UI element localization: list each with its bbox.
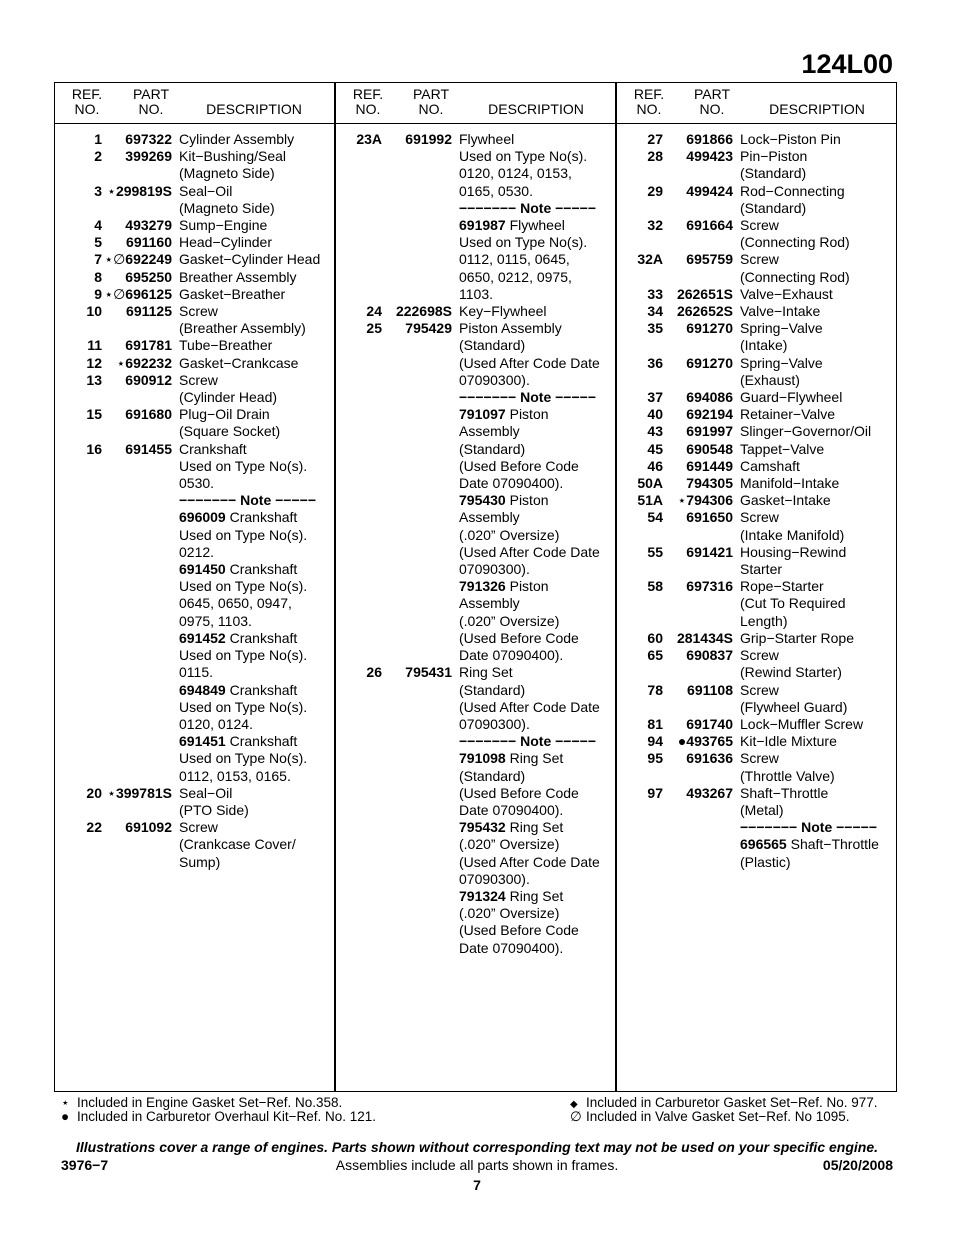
- description-header: DESCRIPTION: [206, 101, 302, 117]
- part-number: 795431: [405, 664, 452, 681]
- part-description: Head−Cylinder: [179, 234, 272, 251]
- part-description: Tube−Breather: [179, 337, 273, 354]
- publication-date: 05/20/2008: [822, 1157, 893, 1173]
- part-row: [55, 183, 334, 217]
- part-number: ⋆692232: [116, 354, 172, 371]
- part-description: Rod−Connecting (Standard): [740, 182, 845, 216]
- parts-table: [54, 82, 897, 1092]
- part-no-header: PART NO.: [132, 86, 170, 117]
- part-row: [616, 544, 898, 578]
- part-row: [55, 148, 334, 182]
- part-number: 281434S: [676, 629, 733, 646]
- star-icon: ⋆: [61, 1095, 70, 1110]
- part-row: [55, 785, 334, 819]
- ref-number: 10: [86, 303, 102, 320]
- parts-column-3: [616, 131, 898, 871]
- ref-number: 12: [86, 354, 102, 371]
- part-row: [616, 716, 898, 733]
- legend-empty-set: ∅ Included in Valve Gasket Set−Ref. No 1095.: [570, 1109, 850, 1124]
- part-row: [55, 372, 334, 406]
- set-marker-icon: ⋆: [107, 182, 116, 199]
- part-description: Screw (Flywheel Guard): [740, 681, 848, 715]
- part-description: Seal−Oil (Magneto Side): [179, 182, 275, 216]
- part-number: 499423: [686, 148, 733, 165]
- set-marker-icon: ⋆: [677, 492, 687, 509]
- part-number: 692194: [686, 406, 733, 423]
- ref-number: 9: [94, 285, 102, 302]
- part-number: 690548: [686, 440, 733, 457]
- part-description: Housing−Rewind Starter: [740, 543, 847, 578]
- part-row: [616, 251, 898, 285]
- part-description: Breather Assembly: [179, 268, 297, 285]
- legend-star: ⋆ Included in Engine Gasket Set−Ref. No.358.: [61, 1095, 343, 1110]
- part-number: 691270: [686, 354, 733, 371]
- ref-number: 65: [647, 647, 663, 664]
- part-number: 691108: [687, 681, 733, 698]
- part-description: Seal−Oil (PTO Side): [179, 784, 249, 818]
- part-row: [55, 406, 334, 440]
- part-number: 691781: [125, 337, 172, 354]
- part-description: Screw (Intake Manifold): [740, 509, 845, 543]
- ref-number: 35: [647, 320, 663, 337]
- part-number: 691664: [686, 217, 733, 234]
- part-number: 795429: [405, 320, 452, 337]
- description-header: DESCRIPTION: [769, 101, 865, 117]
- ref-number: 60: [647, 629, 663, 646]
- part-description: Kit−Idle Mixture: [740, 733, 837, 750]
- ref-number: 94: [647, 733, 663, 750]
- part-row: [55, 355, 334, 372]
- part-number: 691866: [686, 131, 733, 147]
- part-row: [616, 423, 898, 440]
- part-row: [616, 217, 898, 251]
- ref-number: 8: [94, 268, 102, 285]
- part-description: Screw (Rewind Starter): [740, 647, 842, 681]
- ref-number: 26: [366, 664, 382, 681]
- part-description: Gasket−Breather: [179, 285, 286, 302]
- part-description: Lock−Piston Pin: [740, 131, 841, 147]
- part-no-header: PART NO.: [412, 86, 450, 117]
- set-marker-icon: ●: [677, 733, 687, 750]
- empty-set-icon: ∅: [570, 1109, 582, 1124]
- part-description: Guard−Flywheel: [740, 389, 843, 406]
- part-row: [616, 441, 898, 458]
- part-number: 691270: [686, 320, 733, 337]
- set-marker-icon: ⋆∅: [104, 285, 126, 302]
- part-row: [616, 492, 898, 509]
- part-number: 691449: [686, 457, 733, 474]
- description-header: DESCRIPTION: [488, 101, 584, 117]
- part-description: Screw (Cylinder Head): [179, 371, 278, 406]
- part-number: 690837: [686, 647, 733, 664]
- part-number: 697322: [125, 131, 172, 147]
- ref-number: 45: [647, 440, 663, 457]
- ref-number: 32: [647, 217, 663, 234]
- ref-number: 1: [94, 131, 102, 147]
- ref-number: 55: [647, 543, 663, 560]
- set-marker-icon: ⋆∅: [104, 251, 126, 268]
- part-row: [335, 303, 615, 320]
- part-row: [616, 406, 898, 423]
- dot-icon: ●: [61, 1109, 70, 1124]
- part-number: 691992: [405, 131, 452, 147]
- part-number: 499424: [686, 182, 733, 199]
- ref-no-header: REF. NO.: [352, 86, 384, 117]
- ref-number: 97: [647, 784, 663, 801]
- part-number: 222698S: [395, 303, 452, 320]
- ref-number: 5: [94, 234, 102, 251]
- part-row: [335, 664, 615, 956]
- legend-dot: ● Included in Carburetor Overhaul Kit−Ref. No. 121.: [61, 1109, 377, 1124]
- ref-number: 43: [647, 423, 663, 440]
- part-number: 695759: [686, 251, 733, 268]
- part-row: [55, 441, 334, 785]
- part-description: Slinger−Governor/Oil: [740, 423, 872, 440]
- part-number: 691636: [686, 750, 733, 767]
- part-no-header: PART NO.: [693, 86, 731, 117]
- part-description: Screw (Breather Assembly): [179, 303, 306, 337]
- ref-number: 78: [647, 681, 663, 698]
- part-description: Screw (Crankcase Cover/ Sump): [179, 819, 296, 870]
- part-row: [55, 269, 334, 286]
- part-description: Screw (Connecting Rod): [740, 251, 850, 285]
- part-description: Gasket−Intake: [740, 492, 831, 509]
- ref-number: 27: [647, 131, 663, 147]
- part-row: [55, 251, 334, 268]
- part-row: [616, 509, 898, 543]
- part-number: 694086: [686, 389, 733, 406]
- ref-number: 51A: [637, 492, 663, 509]
- part-description: Gasket−Crankcase: [179, 354, 299, 371]
- part-number: 262651S: [676, 285, 733, 302]
- part-description: Gasket−Cylinder Head: [179, 251, 321, 268]
- ref-number: 7: [94, 251, 102, 268]
- part-description: Rope−Starter (Cut To Required Length): [740, 578, 846, 629]
- ref-number: 28: [647, 148, 663, 165]
- ref-number: 15: [86, 406, 102, 423]
- part-description: Sump−Engine: [179, 217, 268, 234]
- part-row: [335, 320, 615, 664]
- part-number: 691092: [125, 819, 172, 836]
- part-row: [616, 750, 898, 784]
- part-description: Pin−Piston (Standard): [740, 148, 808, 182]
- part-description: Spring−Valve (Intake): [740, 320, 823, 354]
- ref-number: 50A: [637, 475, 663, 492]
- part-number: ⋆∅692249: [104, 251, 172, 268]
- part-number: ⋆794306: [677, 492, 733, 509]
- part-description: Lock−Muffler Screw: [740, 715, 864, 732]
- part-number: ⋆299819S: [107, 182, 172, 199]
- part-description: Valve−Intake: [740, 303, 821, 320]
- parts-column-1: [55, 131, 334, 871]
- ref-number: 34: [647, 303, 663, 320]
- part-description: Crankshaft Used on Type No(s). 0530. −−−−−−− Note −−−−− 696009 Crankshaft Used on Type No(s). 0212. 691450 Crankshaft Used on Type No(s). 0645, 0650, 0947, 0975, 1103. 691452 Crankshaft Used on Type No(s). 0115. 694849 Crankshaft Used on Type No(s). 0120, 0124. 691451 Crankshaft Used on Type No(s). 0112, 0153, 0165.: [179, 440, 316, 784]
- part-number: 691421: [686, 543, 733, 560]
- part-row: [616, 682, 898, 716]
- legend-diamond: ◆ Included in Carburetor Gasket Set−Ref. No. 977.: [570, 1095, 878, 1110]
- part-number: 691680: [125, 406, 172, 423]
- part-description: Screw (Connecting Rod): [740, 217, 850, 251]
- part-description: Cylinder Assembly: [179, 131, 295, 147]
- part-row: [616, 389, 898, 406]
- ref-number: 4: [94, 217, 102, 234]
- part-number: 691125: [126, 303, 172, 320]
- part-description: Plug−Oil Drain (Square Socket): [179, 406, 281, 440]
- ref-number: 24: [366, 303, 382, 320]
- part-row: [55, 303, 334, 337]
- part-row: [55, 131, 334, 148]
- part-row: [616, 785, 898, 871]
- parts-column-2: [335, 131, 615, 957]
- diamond-icon: ◆: [570, 1099, 578, 1110]
- part-description: Tappet−Valve: [740, 440, 825, 457]
- part-description: Screw (Throttle Valve): [740, 750, 835, 784]
- ref-number: 20: [86, 784, 102, 801]
- part-row: [616, 320, 898, 354]
- part-number: 690912: [125, 371, 172, 388]
- ref-number: 33: [647, 285, 663, 302]
- part-number: ⋆∅696125: [104, 285, 172, 302]
- part-number: 691650: [686, 509, 733, 526]
- part-row: [616, 458, 898, 475]
- part-number: 399269: [125, 148, 172, 165]
- model-number: 124L00: [801, 49, 893, 79]
- part-description: Ring Set (Standard) (Used After Code Date 07090300). −−−−−−− Note −−−−− 791098 Ring Set (Standard) (Used Before Code Date 07090400). 795432 Ring Set (.020” Oversize) (Used After Code Date 07090300). 791324 Ring Set (.020” Oversize) (Used Before Code Date 07090400).: [459, 664, 600, 956]
- part-number: 691740: [686, 715, 733, 732]
- part-description: Key−Flywheel: [459, 303, 547, 320]
- ref-number: 11: [87, 337, 102, 354]
- part-row: [616, 355, 898, 389]
- part-number: 493279: [125, 217, 172, 234]
- ref-number: 54: [647, 509, 663, 526]
- part-row: [55, 337, 334, 354]
- part-description: Retainer−Valve: [740, 406, 836, 423]
- document-number: 3976−7: [61, 1157, 109, 1173]
- part-description: Grip−Starter Rope: [740, 629, 854, 646]
- part-description: Manifold−Intake: [740, 475, 840, 492]
- ref-number: 2: [94, 148, 102, 165]
- ref-number: 16: [86, 440, 102, 457]
- part-row: [55, 819, 334, 871]
- part-number: 493267: [686, 784, 733, 801]
- ref-number: 3: [94, 182, 102, 199]
- ref-number: 22: [86, 819, 102, 836]
- ref-number: 36: [647, 354, 663, 371]
- part-number: 697316: [686, 578, 733, 595]
- part-row: [616, 578, 898, 630]
- part-description: Spring−Valve (Exhaust): [740, 354, 823, 388]
- part-number: 262652S: [676, 303, 733, 320]
- ref-number: 13: [86, 371, 102, 388]
- part-number: ⋆399781S: [107, 784, 172, 801]
- ref-number: 40: [647, 406, 663, 423]
- ref-number: 46: [647, 457, 663, 474]
- part-row: [616, 286, 898, 303]
- part-number: 691997: [686, 423, 733, 440]
- part-row: [55, 217, 334, 234]
- set-marker-icon: ⋆: [107, 784, 116, 801]
- ref-number: 23A: [356, 131, 382, 147]
- part-description: Valve−Exhaust: [740, 285, 833, 302]
- part-row: [616, 647, 898, 681]
- ref-number: 25: [366, 320, 382, 337]
- part-row: [616, 733, 898, 750]
- part-description: Shaft−Throttle (Metal) −−−−−−− Note −−−−− 696565 Shaft−Throttle (Plastic): [740, 784, 879, 870]
- ref-number: 32A: [637, 251, 663, 268]
- set-marker-icon: ⋆: [116, 354, 126, 371]
- part-description: Kit−Bushing/Seal (Magneto Side): [179, 148, 287, 182]
- ref-number: 29: [647, 182, 663, 199]
- ref-number: 58: [647, 578, 663, 595]
- part-row: [616, 148, 898, 182]
- part-number: 794305: [686, 475, 733, 492]
- part-number: ●493765: [677, 733, 733, 750]
- part-row: [616, 303, 898, 320]
- ref-number: 95: [647, 750, 663, 767]
- part-description: Camshaft: [740, 457, 800, 474]
- part-row: [55, 234, 334, 251]
- part-row: [616, 630, 898, 647]
- ref-no-header: REF. NO.: [71, 86, 103, 117]
- part-description: Piston Assembly (Standard) (Used After Code Date 07090300). −−−−−−− Note −−−−− 791097 Piston Assembly (Standard) (Used Before Code Date 07090400). 795430 Piston Assembly (.020” Oversize) (Used After Code Date 07090300). 791326 Piston Assembly (.020” Oversize) (Used Before Code Date 07090400).: [459, 320, 600, 664]
- disclaimer: Illustrations cover a range of engines. Parts shown without corresponding text may not be used on your specific engine.: [75, 1139, 879, 1155]
- part-number: 691455: [125, 440, 172, 457]
- page-number: 7: [473, 1177, 481, 1193]
- assemblies-note: Assemblies include all parts shown in frames.: [335, 1157, 619, 1173]
- part-description: Flywheel Used on Type No(s). 0120, 0124, 0153, 0165, 0530. −−−−−−− Note −−−−− 691987 Flywheel Used on Type No(s). 0112, 0115, 0645, 0650, 0212, 0975, 1103.: [459, 131, 596, 302]
- part-row: [55, 286, 334, 303]
- part-number: 691160: [126, 234, 172, 251]
- ref-number: 81: [647, 715, 663, 732]
- ref-number: 37: [647, 389, 663, 406]
- part-row: [616, 475, 898, 492]
- ref-no-header: REF. NO.: [633, 86, 665, 117]
- part-row: [616, 183, 898, 217]
- part-number: 695250: [125, 268, 172, 285]
- part-row: [616, 131, 898, 148]
- header-rule: [55, 123, 896, 124]
- part-row: [335, 131, 615, 303]
